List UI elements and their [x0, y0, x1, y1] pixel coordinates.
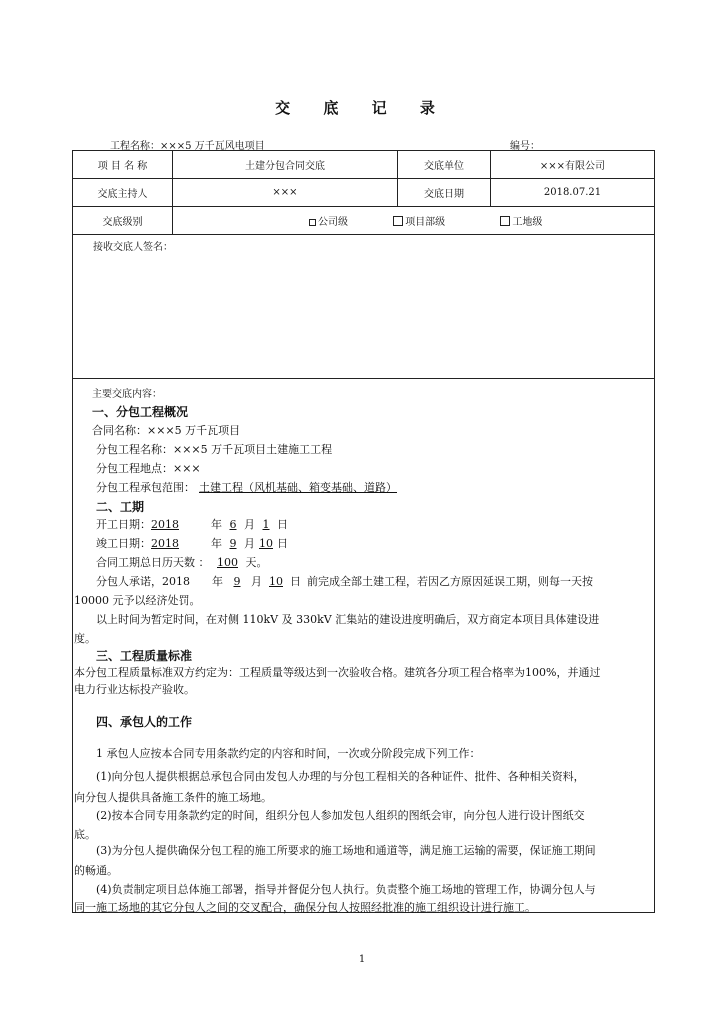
header-row-host — [73, 179, 655, 207]
checkbox-icon — [393, 216, 403, 226]
section-1-title: 一、分包工程概况 — [92, 405, 189, 419]
header-table — [72, 150, 655, 235]
temp-line-1: 以上时间为暂定时间，在对侧 110kV 及 330kV 汇集站的建设进度明确后，双方商定本项目具体建设进 — [96, 613, 600, 626]
start-date: 开工日期：2018 年 6 月 1 日 — [96, 518, 288, 531]
total-days: 合同工期总日历天数 ： 100 天。 — [96, 556, 268, 569]
section-2-title: 二、工期 — [96, 500, 145, 514]
work-2-line-1: (1)向分包人提供根据总承包合同由发包人办理的与分包工程相关的各种证件、批件、各种相关资料， — [96, 770, 585, 783]
option-project-dept[interactable]: 项目部级 — [393, 217, 445, 228]
work-4-line-1: (3)为分包人提供确保分包工程的施工所要求的施工场地和通道等，满足施工运输的需要，保证施工期间 — [96, 844, 596, 857]
sub-project-scope: 分包工程承包范围： 土建工程（风机基础、箱变基础、道路） — [96, 481, 397, 494]
option-site[interactable]: 工地级 — [500, 217, 542, 228]
promise-line-2: 10000 元予以经济处罚。 — [74, 594, 201, 607]
sub-project-name: 分包工程名称：×××5 万千瓦项目土建施工工程 — [96, 443, 333, 456]
project-name: 工程名称：×××5 万千瓦风电项目 — [110, 141, 265, 152]
work-2-line-2: 向分包人提供具备施工条件的施工场地。 — [74, 791, 272, 804]
work-4-line-2: 的畅通。 — [74, 864, 118, 877]
document-title: 交 底 记 录 — [275, 99, 449, 117]
work-5-line-1: (4)负责制定项目总体施工部署，指导并督促分包人执行。负责整个施工场地的管理工作，协调分包人与 — [96, 883, 596, 896]
label-project-name: 项 目 名 称 — [73, 151, 173, 179]
work-3-line-1: (2)按本合同专用条款约定的时间，组织分包人参加发包人组织的图纸会审，向分包人进行设计图纸交 — [96, 809, 585, 822]
label-level: 交底级别 — [73, 207, 173, 235]
value-date: 2018.07.21 — [491, 179, 655, 207]
value-project-name: 土建分包合同交底 — [173, 151, 398, 179]
quality-line-1: 本分包工程质量标准双方约定为：工程质量等级达到一次验收合格。建筑各分项工程合格率为100%，并通过 — [74, 666, 601, 679]
content-box — [72, 378, 655, 912]
record-number: 编号： — [510, 141, 540, 152]
promise-line-1: 分包人承诺，2018 年 9 月 10 日 前完成全部土建工程，若因乙方原因延误工期，则每一天按 — [96, 575, 593, 588]
option-company[interactable]: 公司级 — [309, 217, 348, 228]
section-3-title: 三、工程质量标准 — [96, 649, 193, 663]
label-host: 交底主持人 — [73, 179, 173, 207]
header-row-project — [73, 151, 655, 179]
work-1: 1 承包人应按本合同专用条款约定的内容和时间，一次或分阶段完成下列工作： — [96, 747, 481, 760]
temp-line-2: 度。 — [74, 632, 96, 645]
work-3-line-2: 底。 — [74, 828, 96, 841]
value-unit: ×××有限公司 — [491, 151, 655, 179]
checkbox-icon — [500, 216, 510, 226]
signature-label: 接收交底人签名： — [93, 242, 173, 253]
quality-line-2: 电力行业达标投产验收。 — [74, 683, 195, 696]
signature-box — [72, 231, 655, 379]
label-date: 交底日期 — [398, 179, 491, 207]
page-number: 1 — [358, 954, 366, 965]
checkbox-icon — [309, 219, 316, 226]
sub-project-location: 分包工程地点：××× — [96, 462, 201, 475]
section-4-title: 四、承包人的工作 — [96, 715, 193, 729]
end-date: 竣工日期：2018 年 9 月 10 日 — [96, 537, 288, 550]
work-5-line-2: 同一施工场地的其它分包人之间的交叉配合，确保分包人按照经批准的施工组织设计进行施工。 — [74, 901, 536, 914]
contract-name: 合同名称：×××5 万千瓦项目 — [92, 424, 241, 437]
content-intro: 主要交底内容： — [92, 389, 162, 400]
value-host: ××× — [173, 179, 398, 207]
label-unit: 交底单位 — [398, 151, 491, 179]
